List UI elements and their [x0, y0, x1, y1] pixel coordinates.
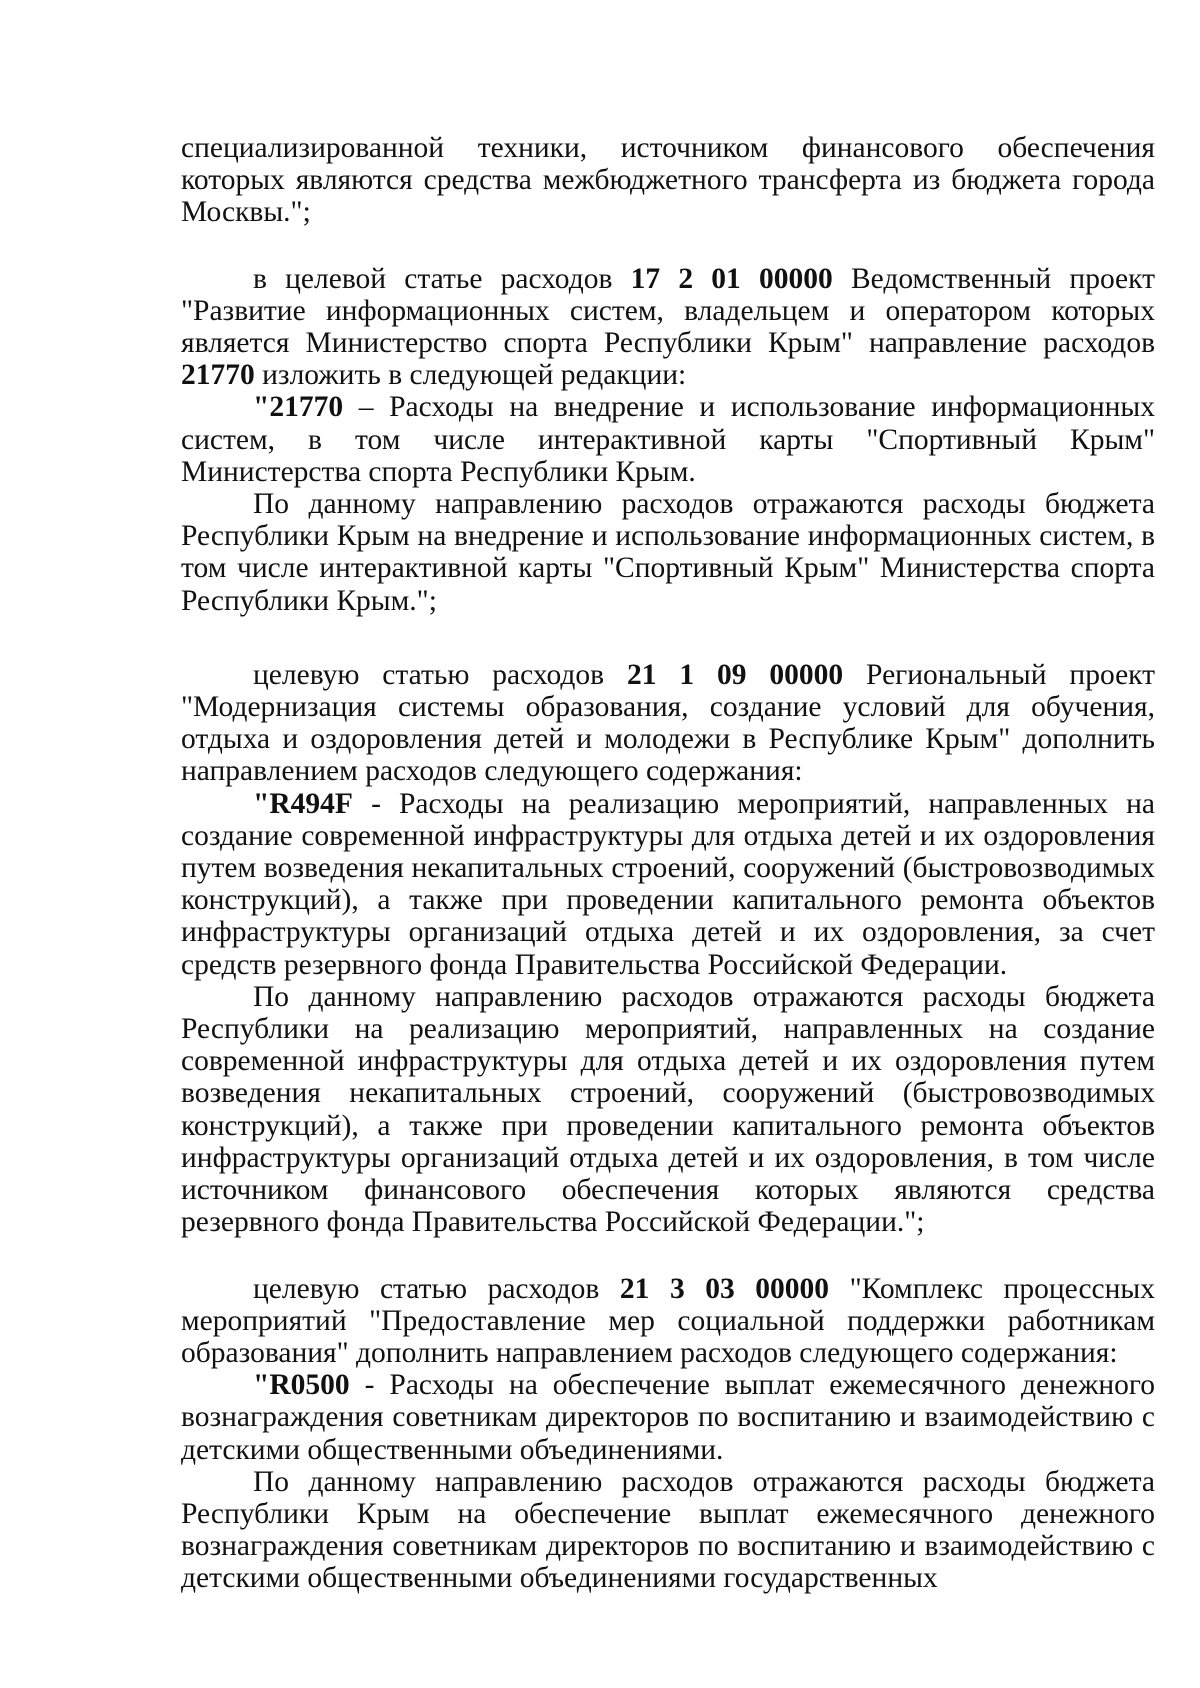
- paragraph-text: изложить в следующей редакции:: [254, 359, 687, 392]
- budget-code: 21 1 09 00000: [626, 658, 844, 691]
- budget-code: 21 3 03 00000: [619, 1272, 830, 1305]
- paragraph-text: целевую статью расходов: [253, 658, 627, 691]
- direction-code: "21770: [253, 391, 344, 424]
- paragraph-direction-r494f-description: По данному направлению расходов отражаются расходы бюджета Республики на реализацию мероприятий, направленных на создание современной инфраструктуры для отдыха детей и их оздоровления путем возведения некапитальных строений, сооружений (быстровозводимых конструкций), а также при проведении капитального ремонта объектов инфраструктуры организаций отдыха детей и их оздоровления, в том числе источником финансового обеспечения которых являются средства резервного фонда Правительства Российской Федерации.";: [181, 980, 1155, 1239]
- paragraph-text: - Расходы на реализацию мероприятий, направленных на создание современной инфраструктуры для отдыха детей и их оздоровления путем возведения некапитальных строений, сооружений (быстровозводимых конструкций), а также при проведении капитального ремонта объектов инфраструктуры организаций отдыха детей и их оздоровления, за счет средств резервного фонда Правительства Российской Федерации.: [181, 787, 1155, 981]
- paragraph-direction-21770: [181, 391, 1155, 488]
- paragraph-continuation: специализированной техники, источником финансового обеспечения которых являются средства межбюджетного трансферта из бюджета города Москвы.";: [181, 132, 1155, 229]
- paragraph-target-article-21-1: [181, 659, 1155, 788]
- paragraph-gap: [181, 229, 1155, 263]
- paragraph-text: Региональный проект "Модернизация системы образования, создание условий для обучения, отдыха и оздоровления детей и молодежи в Республике Крым" дополнить направлением расходов следующего содержания:: [181, 658, 1155, 788]
- paragraph-text: "Комплекс процессных мероприятий "Предоставление мер социальной поддержки работникам образования" дополнить направлением расходов следующего содержания:: [181, 1272, 1155, 1369]
- paragraph-text: Ведомственный проект "Развитие информационных систем, владельцем и оператором которых является Министерство спорта Республики Крым" направление расходов: [181, 262, 1155, 360]
- paragraph-target-article-17: [181, 263, 1155, 392]
- paragraph-text: в целевой статье расходов: [253, 262, 631, 295]
- paragraph-direction-r494f: [181, 788, 1155, 981]
- paragraph-text: - Расходы на обеспечение выплат ежемесячного денежного вознаграждения советникам директоров по воспитанию и взаимодействию с детскими общественными объединениями.: [181, 1369, 1155, 1466]
- paragraph-gap: [181, 617, 1155, 659]
- paragraph-direction-r0500-description: По данному направлению расходов отражаются расходы бюджета Республики Крым на обеспечение выплат ежемесячного денежного вознаграждения советникам директоров по воспитанию и взаимодействию с детскими общественными объединениями государственных: [181, 1465, 1155, 1595]
- paragraph-text: целевую статью расходов: [253, 1272, 620, 1305]
- document-page: [181, 132, 1155, 1595]
- paragraph-gap: [181, 1239, 1155, 1273]
- budget-code: 21770: [181, 359, 255, 392]
- direction-code: "R494F: [253, 787, 353, 820]
- direction-code: "R0500: [253, 1369, 350, 1402]
- paragraph-target-article-21-3: [181, 1273, 1155, 1370]
- paragraph-direction-r0500: [181, 1369, 1155, 1466]
- paragraph-text: – Расходы на внедрение и использование информационных систем, в том числе интерактивной карты "Спортивный Крым" Министерства спорта Республики Крым.: [181, 391, 1155, 488]
- budget-code: 17 2 01 00000: [630, 262, 833, 295]
- paragraph-direction-21770-description: По данному направлению расходов отражаются расходы бюджета Республики Крым на внедрение и использование информационных систем, в том числе интерактивной карты "Спортивный Крым" Министерства спорта Республики Крым.";: [181, 488, 1155, 617]
